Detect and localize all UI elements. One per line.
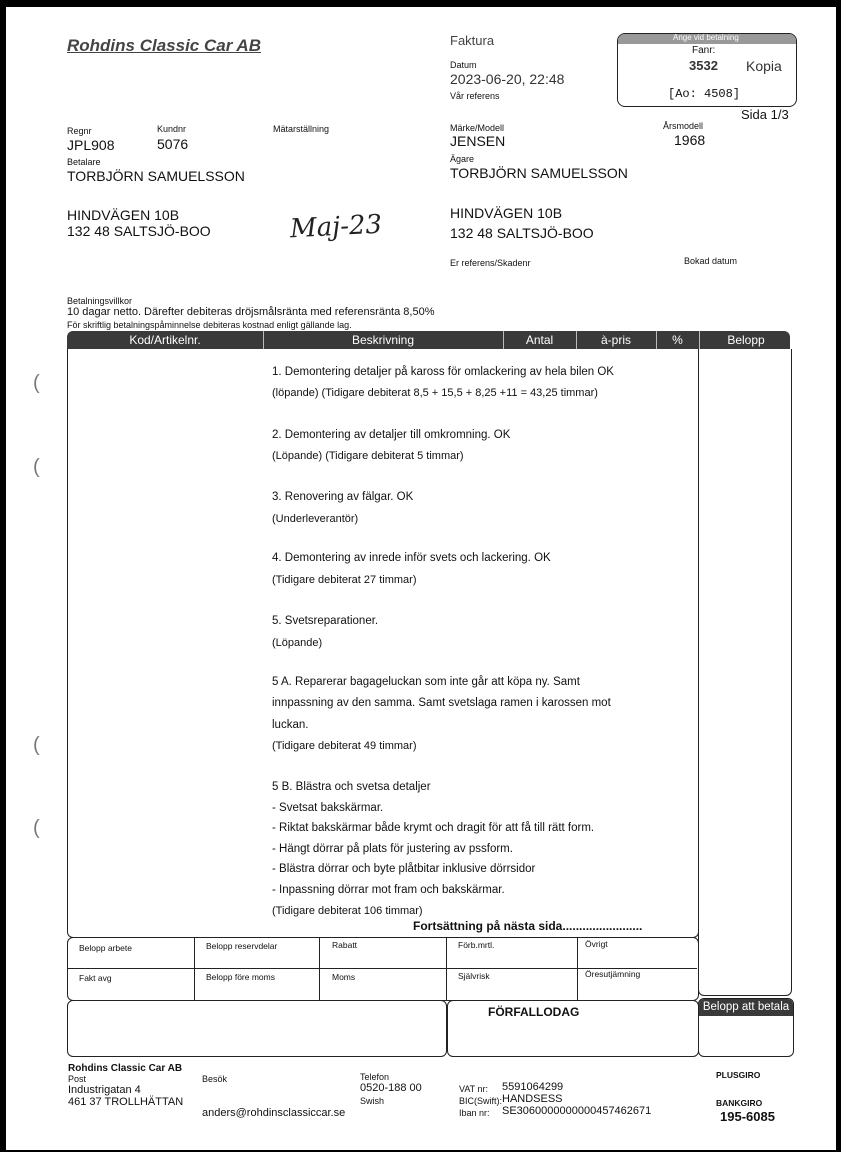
punch-hole-mark: ( [33, 817, 40, 839]
phone-value: 0520-188 00 [360, 1082, 422, 1094]
invoice-sheet [6, 7, 836, 1150]
bic-label: BIC(Swift): [459, 1096, 503, 1106]
continued-note: Fortsättning på nästa sida........................ [413, 919, 643, 933]
divider [577, 937, 578, 1000]
bic-value: HANDSESS [502, 1093, 563, 1105]
col-header-quantity: Antal [503, 331, 577, 349]
due-date-label: FÖRFALLODAG [488, 1005, 580, 1019]
col-header-description: Beskrivning [263, 331, 504, 349]
line-item: - Inpassning dörrar mot fram och bakskärmar. [272, 884, 505, 896]
punch-hole-mark: ( [33, 456, 40, 478]
vat-label: Moms [332, 972, 356, 982]
owner-city: 132 48 SALTSJÖ-BOO [450, 225, 594, 241]
line-item: 5 A. Reparerar bagageluckan som inte går att köpa ny. Samt [272, 676, 580, 688]
line-item: (Underleverantör) [272, 513, 359, 525]
line-item: 4. Demontering av inrede inför svets och lackering. OK [272, 552, 551, 564]
visit-label: Besök [202, 1074, 228, 1084]
iban-label: Iban nr: [459, 1108, 490, 1118]
vat-number-label: VAT nr: [459, 1084, 489, 1094]
email-link[interactable]: anders@rohdinsclassiccar.se [202, 1107, 346, 1119]
line-item: (Tidigare debiterat 27 timmar) [272, 574, 417, 586]
deductible-label: Självrisk [458, 971, 490, 981]
odometer-label: Mätarställning [273, 124, 330, 134]
year-label: Årsmodell [663, 121, 704, 131]
fanr-label: Fanr: [692, 45, 716, 56]
rounding-label: Öresutjämning [585, 969, 641, 979]
year-value: 1968 [674, 132, 706, 148]
regnr-label: Regnr [67, 126, 92, 136]
line-item: - Riktat bakskärmar både krymt och dragit för att få till rätt form. [272, 822, 595, 834]
handwritten-note: Maj-23 [289, 209, 383, 245]
line-item: - Svetsat bakskärmar. [272, 802, 384, 814]
line-item: luckan. [272, 719, 309, 731]
payer-street: HINDVÄGEN 10B [67, 207, 180, 223]
discount-label: Rabatt [332, 940, 358, 950]
line-item: - Hängt dörrar på plats för justering av pssform. [272, 843, 513, 855]
owner-label: Ägare [450, 154, 475, 164]
fanr-value: 3532 [689, 58, 718, 73]
swish-label: Swish [360, 1096, 385, 1106]
amount-column [698, 349, 792, 996]
line-item: (Tidigare debiterat 106 timmar) [272, 905, 423, 917]
bankgiro-label: BANKGIRO [716, 1098, 763, 1108]
phone-label: Telefon [360, 1072, 390, 1082]
col-header-amount: Belopp [727, 333, 765, 347]
labor-amount-label: Belopp arbete [79, 943, 132, 953]
footer-street: Industrigatan 4 [68, 1084, 141, 1096]
other-label: Övrigt [585, 939, 608, 949]
col-header-unit-price: à-pris [576, 331, 657, 349]
line-item: 3. Renovering av fälgar. OK [272, 491, 414, 503]
payment-terms-label: Betalningsvillkor [67, 296, 133, 306]
owner-name: TORBJÖRN SAMUELSSON [450, 165, 628, 181]
consumables-label: Förb.mrtl. [458, 940, 495, 950]
make-label: Märke/Modell [450, 123, 505, 133]
line-item: (löpande) (Tidigare debiterat 8,5 + 15,5 + 8,25 +11 = 43,25 timmar) [272, 387, 598, 399]
payer-label: Betalare [67, 157, 101, 167]
date-label: Datum [450, 60, 477, 70]
amount-before-vat-label: Belopp före moms [206, 972, 275, 982]
iban-value: SE3060000000000457462671 [502, 1105, 652, 1117]
bankgiro-number: 195-6085 [720, 1109, 775, 1124]
ao-number: [Ao: 4508] [668, 87, 741, 101]
line-item: innpassning av den samma. Samt svetslaga ramen i karossen mot [272, 697, 611, 709]
amount-due-box [698, 998, 794, 1057]
due-date-box [447, 1000, 699, 1057]
line-item: 1. Demontering detaljer på kaross för omlackering av hela bilen OK [272, 366, 614, 378]
footer-company: Rohdins Classic Car AB [68, 1063, 183, 1074]
invoice-date: 2023-06-20, 22:48 [450, 71, 565, 87]
kundnr-label: Kundnr [157, 124, 187, 134]
payer-city: 132 48 SALTSJÖ-BOO [67, 223, 211, 239]
make-value: JENSEN [450, 133, 506, 149]
divider [194, 937, 195, 1000]
your-reference-label: Er referens/Skadenr [450, 258, 531, 268]
table-header [67, 331, 790, 349]
page-number: Sida 1/3 [741, 107, 789, 122]
post-label: Post [68, 1074, 87, 1084]
kundnr-value: 5076 [157, 136, 189, 152]
kopia-label: Kopia [746, 58, 782, 74]
line-item: (Tidigare debiterat 49 timmar) [272, 740, 417, 752]
divider [319, 937, 320, 1000]
company-logo: Rohdins Classic Car AB [67, 36, 261, 55]
regnr-value: JPL908 [67, 137, 115, 153]
plusgiro-label: PLUSGIRO [716, 1070, 761, 1080]
payment-terms: 10 dagar netto. Därefter debiteras dröjsmålsränta med referensränta 8,50% [67, 306, 435, 318]
stamp-label: Ange vid betalning [673, 33, 739, 42]
invoice-number-box [617, 33, 797, 107]
col-header-percent: % [656, 331, 700, 349]
document-type: Faktura [450, 33, 495, 48]
booked-date-label: Bokad datum [684, 256, 738, 266]
line-item: - Blästra dörrar och byte plåtbitar inklusive dörrsidor [272, 863, 536, 875]
owner-street: HINDVÄGEN 10B [450, 205, 563, 221]
divider [446, 937, 447, 1000]
line-item: 5. Svetsreparationer. [272, 615, 379, 627]
footer-city: 461 37 TROLLHÄTTAN [68, 1096, 184, 1108]
punch-hole-mark: ( [33, 372, 40, 394]
parts-amount-label: Belopp reservdelar [206, 941, 278, 951]
vat-number: 5591064299 [502, 1081, 564, 1093]
line-item: 5 B. Blästra och svetsa detaljer [272, 781, 431, 793]
our-reference-label: Vår referens [450, 91, 500, 101]
punch-hole-mark: ( [33, 734, 40, 756]
amount-due-label: Belopp att betala [699, 999, 793, 1016]
invoice-fee-label: Fakt avg [79, 973, 112, 983]
line-item: (Löpande) (Tidigare debiterat 5 timmar) [272, 450, 464, 462]
line-item: 2. Demontering av detaljer till omkromning. OK [272, 429, 511, 441]
reminder-note: För skriftlig betalningspåminnelse debiteras kostnad enligt gällande lag. [67, 320, 352, 330]
free-text-box [67, 1000, 447, 1057]
col-header-code: Kod/Artikelnr. [67, 331, 264, 349]
payer-name: TORBJÖRN SAMUELSSON [67, 168, 245, 184]
line-item: (Löpande) [272, 637, 323, 649]
